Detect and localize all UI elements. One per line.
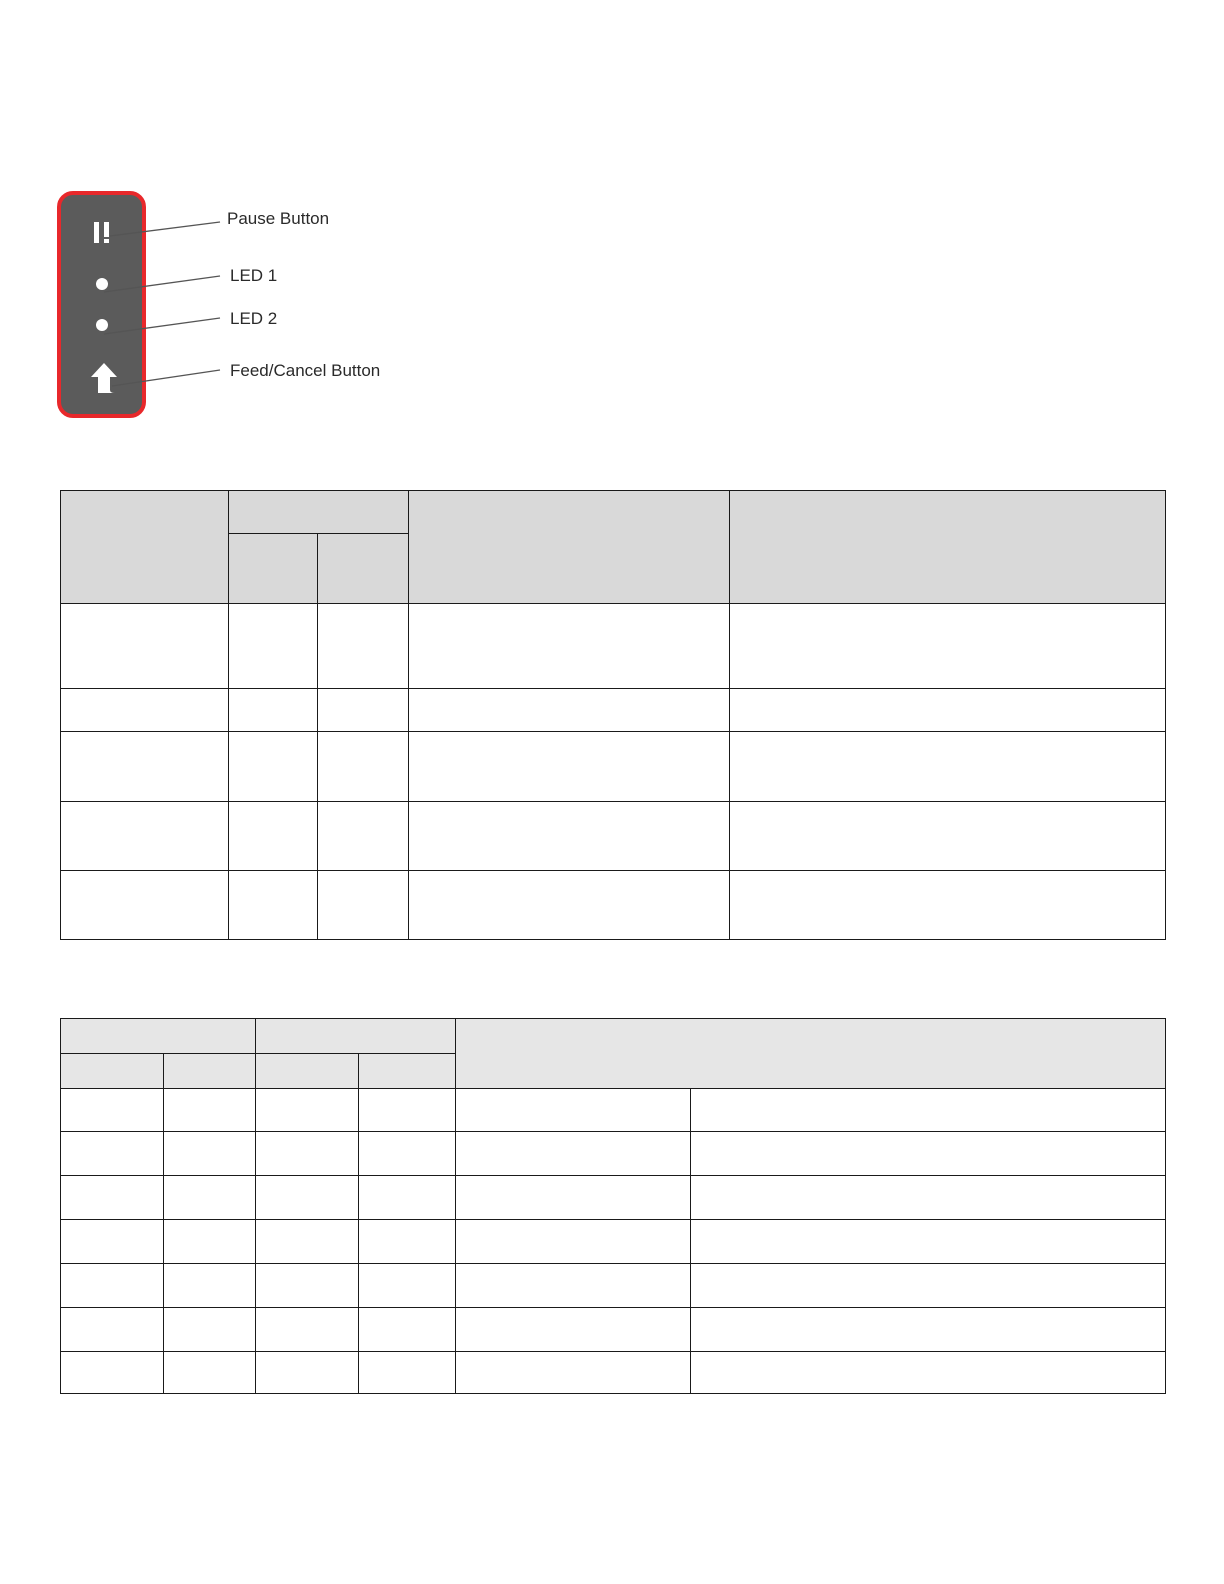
table-cell (256, 1089, 359, 1132)
callout-led-2: LED 2 (230, 309, 278, 328)
table-cell (61, 604, 229, 689)
button-function-table (60, 1018, 1166, 1394)
table-cell (61, 1176, 164, 1220)
table-header-cell (164, 1054, 256, 1089)
callout-pause-button: Pause Button (227, 209, 330, 228)
table-cell (164, 1352, 256, 1394)
table-cell (409, 871, 730, 940)
table-cell (691, 1352, 1166, 1394)
table-cell (256, 1308, 359, 1352)
table-cell (61, 689, 229, 732)
table-cell (691, 1264, 1166, 1308)
table-cell (164, 1264, 256, 1308)
table-cell (164, 1089, 256, 1132)
table-cell (730, 604, 1166, 689)
table-cell (691, 1089, 1166, 1132)
table-header-cell (229, 534, 318, 604)
table-row (61, 1264, 1166, 1308)
table-cell (229, 689, 318, 732)
table-cell (730, 802, 1166, 871)
table-cell (359, 1308, 456, 1352)
table-cell (691, 1176, 1166, 1220)
callout-led-1: LED 1 (230, 266, 278, 285)
table-cell (359, 1089, 456, 1132)
table-cell (256, 1132, 359, 1176)
table-header-cell (61, 1054, 164, 1089)
table-cell (691, 1220, 1166, 1264)
table-cell (61, 1220, 164, 1264)
table-cell (61, 1352, 164, 1394)
table-cell (409, 689, 730, 732)
table-cell (229, 871, 318, 940)
table-header-cell (318, 534, 409, 604)
table-header-cell (456, 1019, 1166, 1089)
table-cell (256, 1264, 359, 1308)
callout-leader-lines (0, 0, 1224, 450)
table-cell (256, 1220, 359, 1264)
pause-icon (93, 221, 115, 245)
table-cell (61, 802, 229, 871)
table-header-cell (61, 491, 229, 604)
table-cell (318, 871, 409, 940)
feed-arrow-icon (89, 362, 119, 394)
table-cell (730, 732, 1166, 802)
table-cell (61, 1264, 164, 1308)
table-cell (456, 1089, 691, 1132)
table-cell (256, 1176, 359, 1220)
table-cell (318, 689, 409, 732)
table-cell (61, 1132, 164, 1176)
table-cell (359, 1132, 456, 1176)
table-cell (61, 1308, 164, 1352)
table-cell (409, 604, 730, 689)
table-cell (456, 1308, 691, 1352)
table-cell (730, 689, 1166, 732)
table-header-cell (409, 491, 730, 604)
table-cell (409, 802, 730, 871)
table-cell (456, 1132, 691, 1176)
table-cell (229, 732, 318, 802)
table-row (61, 1132, 1166, 1176)
table-row (61, 732, 1166, 802)
table-cell (164, 1308, 256, 1352)
table-header-cell (229, 491, 409, 534)
table-cell (61, 732, 229, 802)
table-cell (229, 604, 318, 689)
table-cell (456, 1220, 691, 1264)
callout-feed-cancel-button: Feed/Cancel Button (230, 361, 381, 380)
table-cell (164, 1176, 256, 1220)
table-cell (691, 1308, 1166, 1352)
table-cell (256, 1352, 359, 1394)
table-cell (691, 1132, 1166, 1176)
table-cell (730, 871, 1166, 940)
table-cell (164, 1220, 256, 1264)
led-2-indicator (96, 319, 108, 331)
table-cell (359, 1220, 456, 1264)
table-cell (61, 1089, 164, 1132)
table-cell (359, 1264, 456, 1308)
table-header-cell (256, 1054, 359, 1089)
table-row (61, 1220, 1166, 1264)
table-header-cell (730, 491, 1166, 604)
table-cell (318, 604, 409, 689)
table-cell (359, 1176, 456, 1220)
table-header-cell (61, 1019, 256, 1054)
table-header-cell (359, 1054, 456, 1089)
table-row (61, 689, 1166, 732)
table-cell (318, 802, 409, 871)
table-cell (318, 732, 409, 802)
table-row (61, 1089, 1166, 1132)
table-row (61, 871, 1166, 940)
table-row (61, 1308, 1166, 1352)
table-header-cell (256, 1019, 456, 1054)
table-cell (456, 1264, 691, 1308)
table-cell (456, 1352, 691, 1394)
table-row (61, 604, 1166, 689)
table-row (61, 1352, 1166, 1394)
table-cell (164, 1132, 256, 1176)
table-cell (229, 802, 318, 871)
table-row (61, 1176, 1166, 1220)
table-cell (409, 732, 730, 802)
led-status-table (60, 490, 1166, 940)
table-row (61, 802, 1166, 871)
led-1-indicator (96, 278, 108, 290)
table-cell (61, 871, 229, 940)
table-cell (359, 1352, 456, 1394)
table-cell (456, 1176, 691, 1220)
